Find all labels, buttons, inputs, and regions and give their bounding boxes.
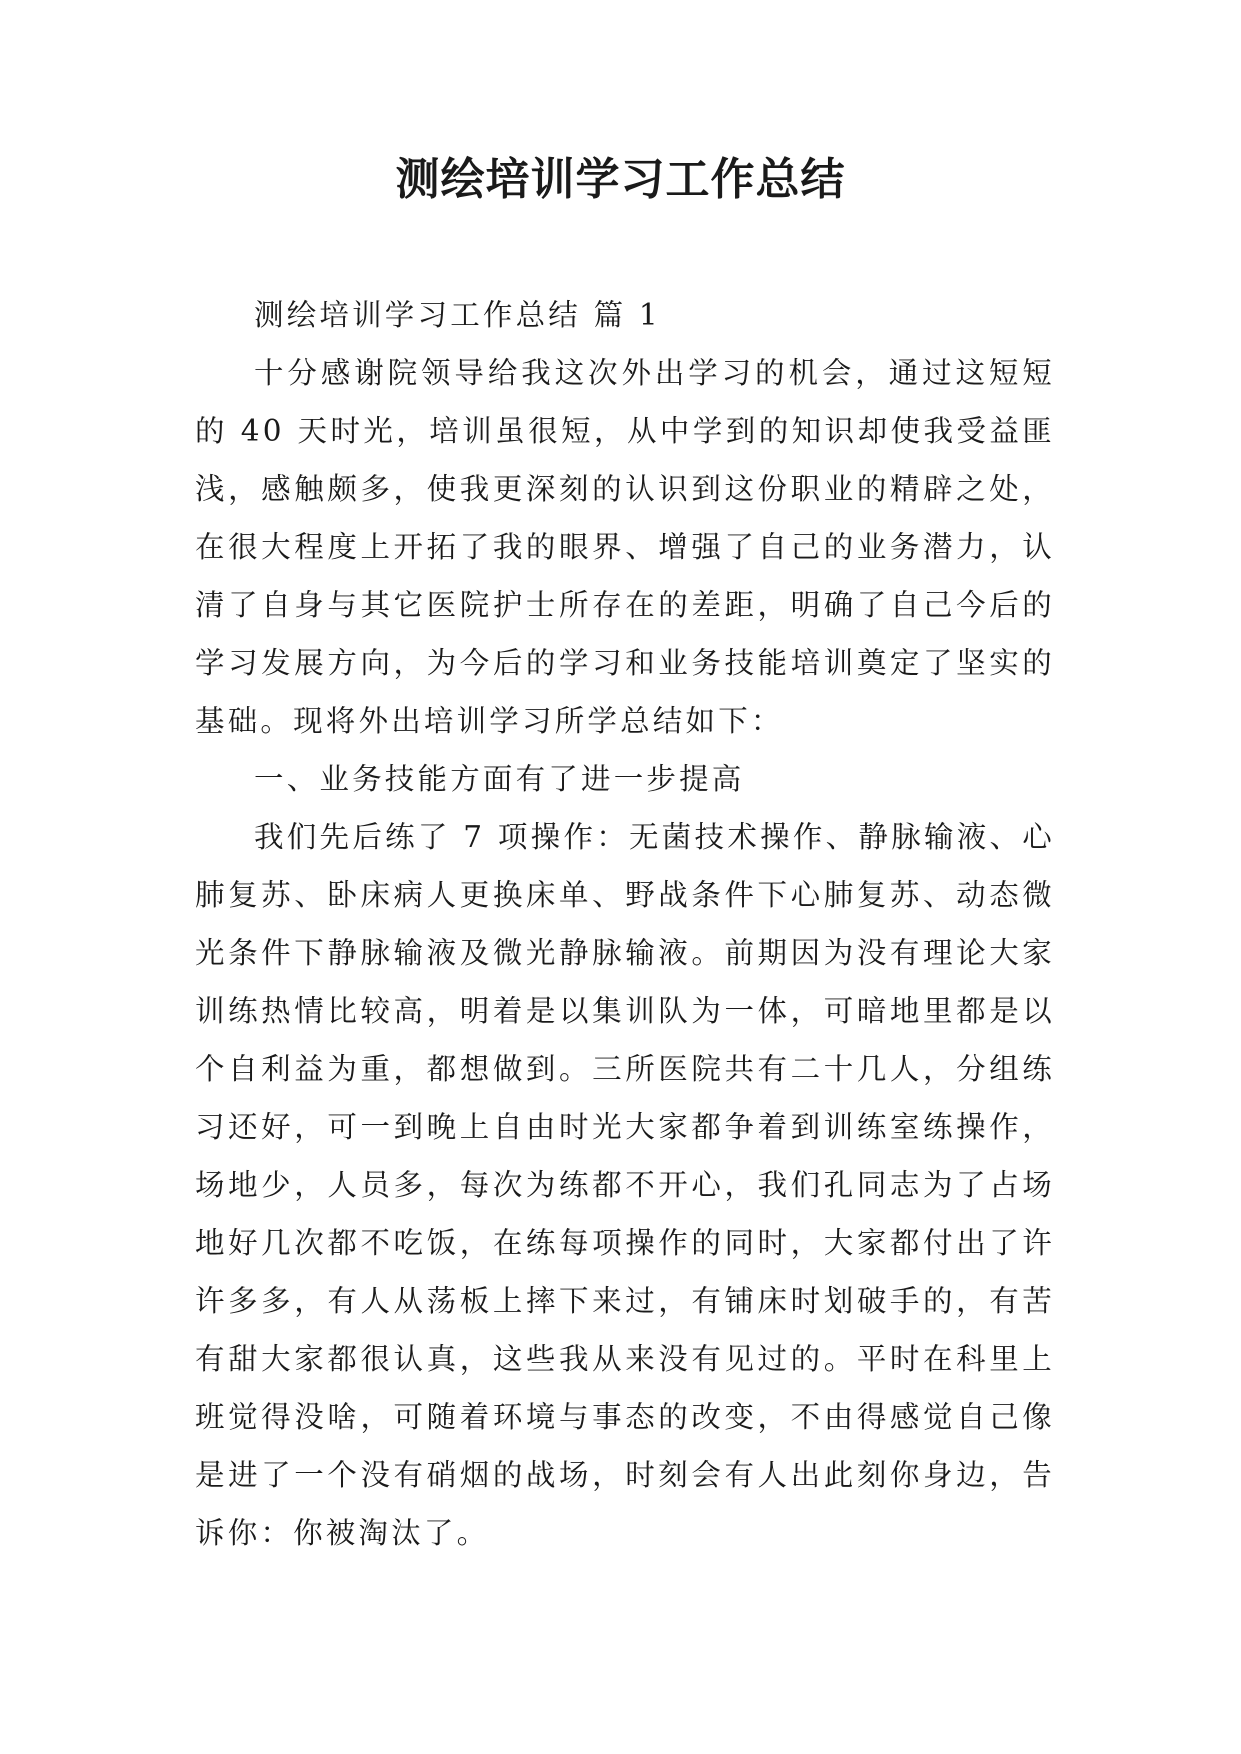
skills-paragraph: 我们先后练了 7 项操作：无菌技术操作、静脉输液、心肺复苏、卧床病人更换床单、野战条件下心肺复苏、动态微光条件下静脉输液及微光静脉输液。前期因为没有理论大家训练热情比较高，明着是以集训队为一体，可暗地里都是以个自利益为重，都想做到。三所医院共有二十几人，分组练习还好，可一到晚上自由时光大家都争着到训练室练操作，场地少，人员多，每次为练都不开心，我们孔同志为了占场地好几次都不吃饭，在练每项操作的同时，大家都付出了许许多多，有人从荡板上摔下来过，有铺床时划破手的，有苦有甜大家都很认真，这些我从来没有见过的。平时在科里上班觉得没啥，可随着环境与事态的改变，不由得感觉自己像是进了一个没有硝烟的战场，时刻会有人出此刻你身边，告诉你：你被淘汰了。 bbox=[195, 820, 1055, 1550]
document-body bbox=[195, 286, 1055, 1562]
section-heading-part-1: 测绘培训学习工作总结 篇 1 bbox=[254, 298, 661, 332]
intro-paragraph: 十分感谢院领导给我这次外出学习的机会，通过这短短的 40 天时光，培训虽很短，从中学到的知识却使我受益匪浅，感触颇多，使我更深刻的认识到这份职业的精辟之处，在很大程度上开拓了我的眼界、增强了自己的业务潜力，认清了自身与其它医院护士所存在的差距，明确了自己今后的学习发展方向，为今后的学习和业务技能培训奠定了坚实的基础。现将外出培训学习所学总结如下： bbox=[195, 356, 1055, 738]
subheading-skills: 一、业务技能方面有了进一步提高 bbox=[254, 762, 745, 796]
document-title: 测绘培训学习工作总结 bbox=[395, 154, 846, 205]
